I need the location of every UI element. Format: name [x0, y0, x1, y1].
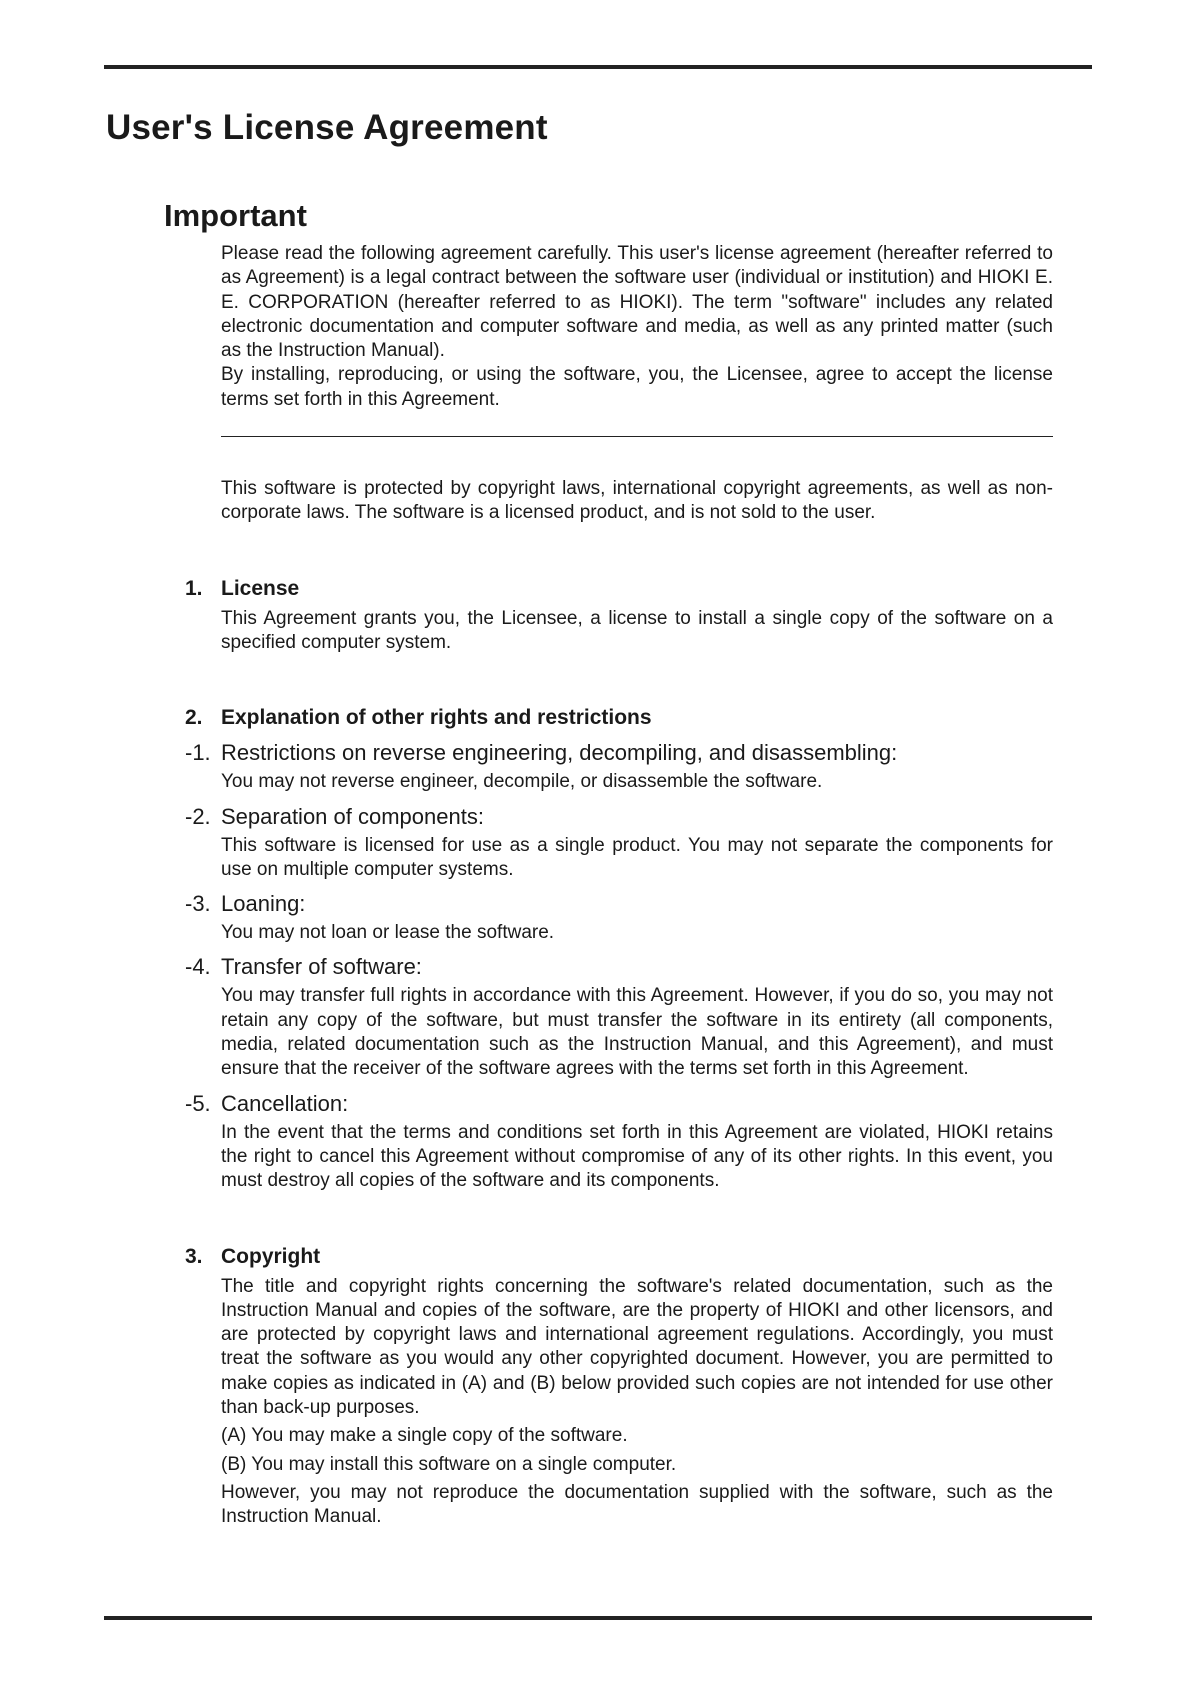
agreement-body [0, 242, 1191, 1530]
subsection-heading-cancellation [0, 1090, 1191, 1118]
section-body-license: This Agreement grants you, the Licensee, a license to install a single copy of the software on a specified computer system. [221, 607, 1053, 653]
section-heading-copyright [0, 1244, 1191, 1270]
subsection-number: -3. [185, 891, 211, 917]
subsection-title: Loaning: [221, 891, 306, 917]
copyright-closing: However, you may not reproduce the documentation supplied with the software, such as the Instruction Manual. [221, 1481, 1053, 1528]
intro-paragraph: Please read the following agreement carefully. This user's license agreement (hereafter referred to as Agreement) is a legal contract between the software user (individual or institution) and HIOKI E. E. CORPORATION (hereafter referred to as HIOKI). The term "software" includes any related electronic documentation and computer software and media, as well as any printed matter (such as the Instruction Manual). [221, 243, 1053, 362]
section-subtitle: Important [164, 198, 307, 233]
subsection-body: In the event that the terms and conditions set forth in this Agreement are violated, HIOKI retains the right to cancel this Agreement without compromise of any of its other rights. In this event, you must destroy all copies of the software and its components. [221, 1121, 1053, 1192]
subsection-number: -5. [185, 1090, 211, 1116]
subsection-body: You may not loan or lease the software. [221, 922, 555, 944]
section-number: 3. [185, 1244, 203, 1268]
section-number: 2. [185, 706, 203, 730]
subsection-body: You may not reverse engineer, decompile, or disassemble the software. [221, 771, 823, 793]
top-rule [104, 65, 1092, 69]
subsection-heading-loaning [0, 890, 1191, 918]
subsection-number: -1. [185, 740, 211, 766]
subsection-body: This software is licensed for use as a single product. You may not separate the components for use on multiple computer systems. [221, 834, 1053, 880]
section-title: Copyright [221, 1244, 321, 1268]
section-heading-rights [0, 705, 1191, 731]
subsection-title: Transfer of software: [221, 954, 422, 980]
subsection-title: Cancellation: [221, 1090, 349, 1116]
subsection-number: -4. [185, 954, 211, 980]
subsection-title: Restrictions on reverse engineering, decompiling, and disassembling: [221, 740, 898, 766]
intro-acceptance: By installing, reproducing, or using the software, you, the Licensee, agree to accept the license terms set forth in this Agreement. [221, 364, 1053, 410]
page-title: User's License Agreement [106, 108, 548, 147]
subsection-body: You may transfer full rights in accordance with this Agreement. However, if you do so, you may not retain any copy of the software, but must transfer the software in its entirety (all components, media, related documentation such as the Instruction Manual, and this Agreement), and must ensure that the receiver of the software agrees with the terms set forth in this Agreement. [221, 985, 1053, 1080]
subsection-heading-separation [0, 803, 1191, 831]
section-body-copyright: The title and copyright rights concerning the software's related documentation, such as the Instruction Manual and copies of the software, are the property of HIOKI and other licensors, and are protected by copyright laws and international agreement regulations. Accordingly, you must treat the software as you would any other copyrighted document. However, you are permitted to make copies as indicated in (A) and (B) below provided such copies are not intended for use other than back-up purposes. [221, 1275, 1053, 1419]
section-number: 1. [185, 576, 203, 600]
section-title: Explanation of other rights and restrictions [221, 706, 652, 730]
divider-line [221, 436, 1053, 437]
subsection-number: -2. [185, 803, 211, 829]
bottom-rule [104, 1616, 1092, 1620]
list-item: (B) You may install this software on a single computer. [221, 1453, 677, 1475]
subsection-title: Separation of components: [221, 803, 484, 829]
list-item: (A) You may make a single copy of the software. [221, 1425, 628, 1447]
subsection-heading-transfer [0, 953, 1191, 981]
subsection-heading-reverse-engineering [0, 739, 1191, 767]
section-heading-license [0, 576, 1191, 602]
section-title: License [221, 576, 300, 600]
copyright-notice: This software is protected by copyright laws, international copyright agreements, as well as non-corporate laws. The software is a licensed product, and is not sold to the user. [221, 478, 1053, 524]
